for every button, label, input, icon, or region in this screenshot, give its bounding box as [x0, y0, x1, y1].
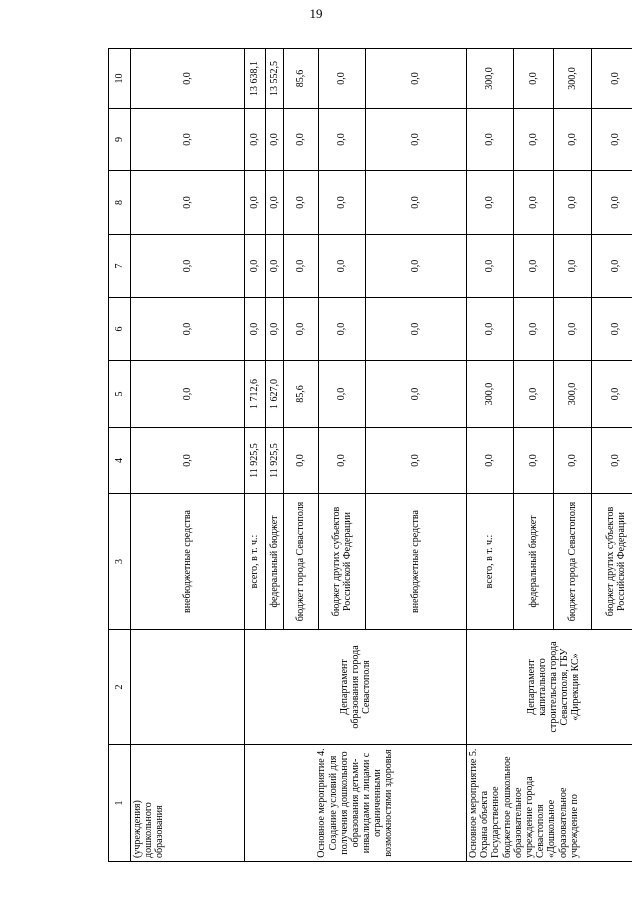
- value-cell: 0,0: [467, 109, 514, 171]
- value-cell: 0,0: [131, 235, 245, 298]
- value-cell: 0,0: [514, 171, 554, 235]
- value-cell: 0,0: [514, 235, 554, 298]
- value-cell: 0,0: [131, 428, 245, 494]
- header-cell: 7: [109, 235, 131, 298]
- value-cell: 0,0: [467, 235, 514, 298]
- value-cell: 0,0: [554, 109, 592, 171]
- budget-table-rotated: [108, 49, 632, 862]
- value-cell: 0,0: [514, 298, 554, 361]
- value-cell: 0,0: [284, 109, 319, 171]
- value-cell: 0,0: [266, 171, 284, 235]
- source-cell: федеральный бюджет: [266, 494, 284, 630]
- value-cell: 1 712,6: [245, 361, 266, 428]
- table-row: [467, 49, 514, 862]
- value-cell: 0,0: [266, 109, 284, 171]
- value-cell: 0,0: [592, 361, 632, 428]
- value-cell: 0,0: [366, 235, 467, 298]
- value-cell: 11 925,5: [266, 428, 284, 494]
- value-cell: 0,0: [366, 109, 467, 171]
- source-cell: бюджет города Севастополя: [284, 494, 319, 630]
- value-cell: 0,0: [131, 361, 245, 428]
- value-cell: 13 638,1: [245, 49, 266, 109]
- value-cell: 0,0: [592, 49, 632, 109]
- value-cell: 0,0: [245, 171, 266, 235]
- header-cell: 9: [109, 109, 131, 171]
- source-cell: всего, в т. ч.:: [467, 494, 514, 630]
- header-cell: 6: [109, 298, 131, 361]
- value-cell: 0,0: [284, 171, 319, 235]
- table-row: [131, 49, 245, 862]
- value-cell: 0,0: [245, 298, 266, 361]
- value-cell: 0,0: [514, 49, 554, 109]
- value-cell: 0,0: [592, 109, 632, 171]
- value-cell: 0,0: [592, 298, 632, 361]
- budget-table: [108, 48, 632, 862]
- header-cell: 2: [109, 630, 131, 745]
- value-cell: 85,6: [284, 361, 319, 428]
- value-cell: 300,0: [467, 361, 514, 428]
- value-cell: 0,0: [514, 428, 554, 494]
- value-cell: 0,0: [554, 298, 592, 361]
- measure-cell: Основное мероприятие 4. Создание условий для получения дошкольного образования детьми-инвалидами и лицами с ограниченными возможностями здоровья: [245, 745, 467, 862]
- header-cell: 10: [109, 49, 131, 109]
- value-cell: 300,0: [467, 49, 514, 109]
- value-cell: 0,0: [245, 109, 266, 171]
- value-cell: 0,0: [319, 235, 366, 298]
- header-cell: 5: [109, 361, 131, 428]
- value-cell: 300,0: [554, 361, 592, 428]
- value-cell: 0,0: [366, 298, 467, 361]
- value-cell: 13 552,5: [266, 49, 284, 109]
- value-cell: 0,0: [266, 298, 284, 361]
- value-cell: 0,0: [266, 235, 284, 298]
- value-cell: 85,6: [284, 49, 319, 109]
- executor-cell: Департамент образования города Севастополя: [245, 630, 467, 745]
- header-cell: 1: [109, 745, 131, 862]
- value-cell: 0,0: [592, 428, 632, 494]
- value-cell: 0,0: [245, 235, 266, 298]
- value-cell: 0,0: [366, 361, 467, 428]
- value-cell: 0,0: [467, 171, 514, 235]
- executor-cell: [131, 630, 245, 745]
- source-cell: бюджет других субъектов Российской Федерации: [592, 494, 632, 630]
- value-cell: 0,0: [319, 49, 366, 109]
- executor-cell: Департамент капитального строительства города Севастополя, ГБУ «Дирекция КС»: [467, 630, 632, 745]
- value-cell: 0,0: [366, 49, 467, 109]
- value-cell: 0,0: [319, 109, 366, 171]
- value-cell: 0,0: [131, 109, 245, 171]
- value-cell: 0,0: [554, 235, 592, 298]
- header-cell: 8: [109, 171, 131, 235]
- page-number: 19: [309, 6, 323, 21]
- value-cell: 0,0: [319, 428, 366, 494]
- header-cell: 3: [109, 494, 131, 630]
- value-cell: 0,0: [467, 428, 514, 494]
- value-cell: 0,0: [131, 298, 245, 361]
- value-cell: 0,0: [319, 298, 366, 361]
- value-cell: 0,0: [592, 235, 632, 298]
- source-cell: внебюджетные средства: [366, 494, 467, 630]
- value-cell: 0,0: [514, 361, 554, 428]
- value-cell: 0,0: [366, 428, 467, 494]
- value-cell: 0,0: [592, 171, 632, 235]
- value-cell: 0,0: [554, 171, 592, 235]
- measure-cell: Основное мероприятие 5. Охрана объекта Государственное бюджетное дошкольное образовательное учреждение города Севастополя «Дошкольное образовательное учреждение по: [467, 745, 632, 862]
- value-cell: 0,0: [319, 361, 366, 428]
- value-cell: 0,0: [131, 171, 245, 235]
- source-cell: бюджет других субъектов Российской Федерации: [319, 494, 366, 630]
- value-cell: 0,0: [319, 171, 366, 235]
- value-cell: 0,0: [284, 428, 319, 494]
- value-cell: 1 627,0: [266, 361, 284, 428]
- value-cell: 11 925,5: [245, 428, 266, 494]
- source-cell: внебюджетные средства: [131, 494, 245, 630]
- header-cell: 4: [109, 428, 131, 494]
- source-cell: всего, в т. ч.:: [245, 494, 266, 630]
- value-cell: 0,0: [284, 298, 319, 361]
- source-cell: бюджет города Севастополя: [554, 494, 592, 630]
- table-row: [245, 49, 266, 862]
- header-row: [109, 49, 131, 862]
- value-cell: 0,0: [554, 428, 592, 494]
- value-cell: 300,0: [554, 49, 592, 109]
- value-cell: 0,0: [131, 49, 245, 109]
- value-cell: 0,0: [514, 109, 554, 171]
- value-cell: 0,0: [467, 298, 514, 361]
- value-cell: 0,0: [366, 171, 467, 235]
- measure-cell: (учреждения) дошкольного образования: [131, 745, 245, 862]
- value-cell: 0,0: [284, 235, 319, 298]
- source-cell: федеральный бюджет: [514, 494, 554, 630]
